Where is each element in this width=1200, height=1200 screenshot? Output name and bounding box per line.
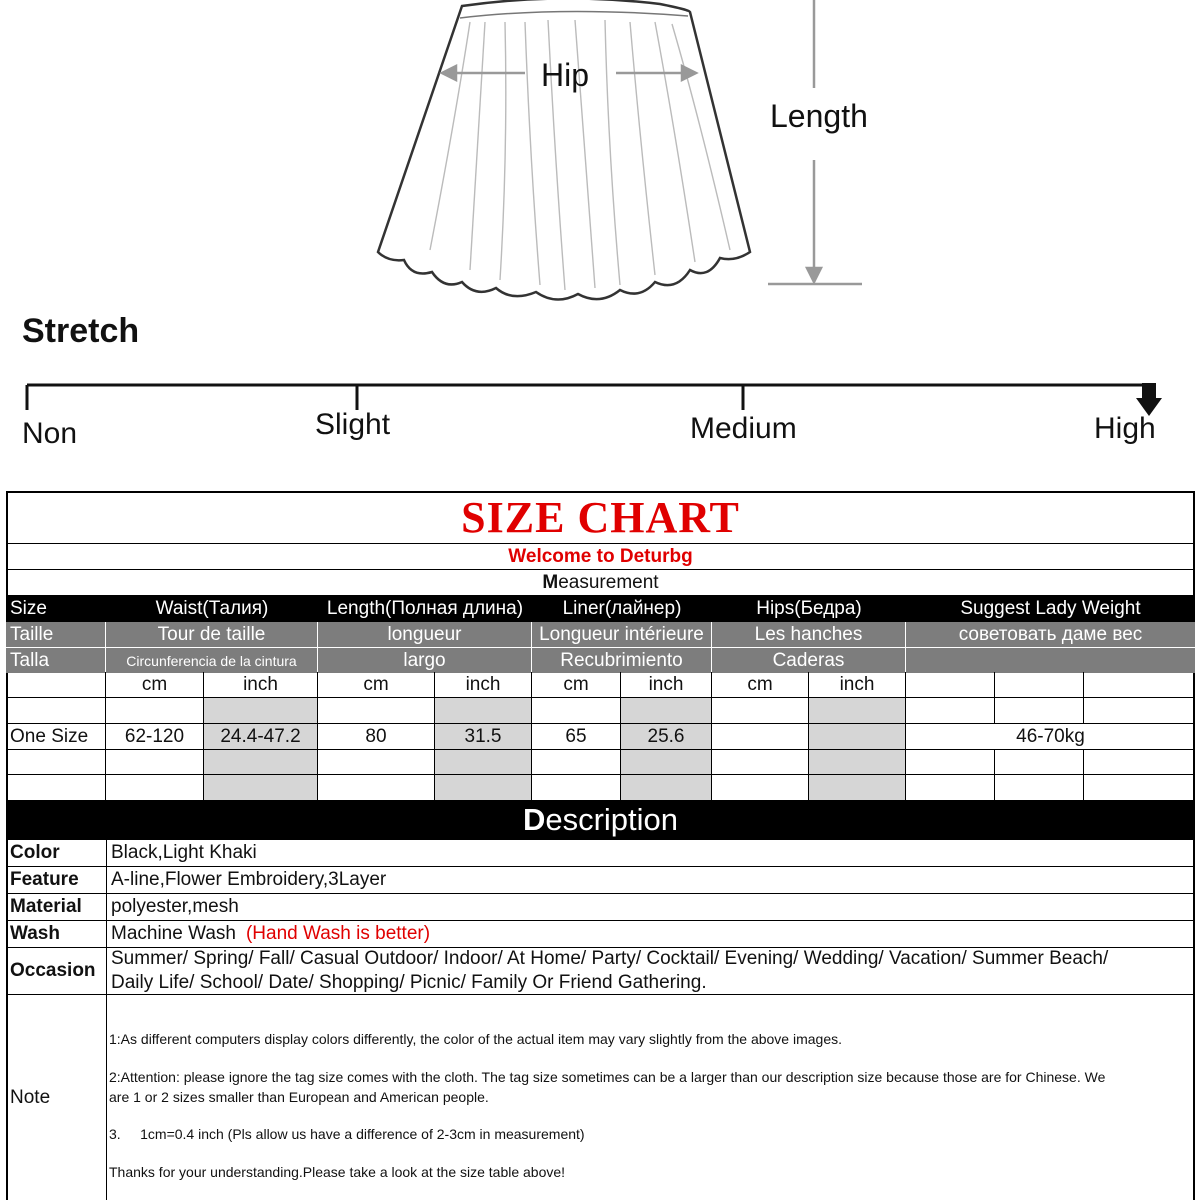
desc-row-color <box>6 840 1195 866</box>
desc-row-wash <box>6 921 1195 947</box>
hip-label: Hip <box>541 57 590 93</box>
header-largo: largo <box>318 648 532 673</box>
description-heading <box>6 800 1195 840</box>
note-4: Thanks for your understanding.Please take a look at the size table above! <box>109 1164 566 1180</box>
size-value: One Size <box>6 724 106 749</box>
header-length: Length(Полная длина) <box>326 597 524 619</box>
wash-note: (Hand Wash is better) <box>245 923 431 944</box>
stretch-level-slight: Slight <box>315 408 391 441</box>
header-les-hanches: Les hanches <box>712 622 906 647</box>
color-value: Black,Light Khaki <box>111 842 257 863</box>
measurement-rest: easurement <box>558 571 659 593</box>
waist-inch-value: 24.4-47.2 <box>204 724 318 749</box>
note-label: Note <box>6 995 107 1200</box>
size-chart <box>6 491 1195 1200</box>
skirt-diagram <box>0 0 1200 470</box>
waist-cm-value: 62-120 <box>106 724 204 749</box>
desc-row-note <box>6 995 1195 1200</box>
stretch-level-high: High <box>1094 412 1156 445</box>
units-row <box>6 672 1195 697</box>
hips-cm-value <box>712 724 809 749</box>
feature-label: Feature <box>6 867 107 893</box>
wash-value: Machine Wash <box>111 923 236 944</box>
table-row-one-size <box>6 724 1195 749</box>
header-taille: Taille <box>6 622 106 647</box>
note-1: 1:As different computers display colors differently, the color of the actual item may vary slightly from the above images. <box>109 1031 843 1047</box>
header-caderas: Caderas <box>712 648 906 673</box>
wash-label: Wash <box>6 921 107 947</box>
header-liner: Liner(лайнер) <box>562 597 682 619</box>
note-2a: 2:Attention: please ignore the tag size comes with the cloth. The tag size sometimes can be a larger than our description size because those are for Chinese. We <box>109 1069 1106 1085</box>
header-circunferencia: Circunferencia de la cintura <box>106 648 318 673</box>
measurement-initial: M <box>542 571 559 593</box>
header-row-en <box>6 595 1195 622</box>
note-3: 3. 1cm=0.4 inch (Pls allow us have a difference of 2-3cm in measurement) <box>109 1126 585 1142</box>
length-label: Length <box>770 98 868 134</box>
liner-inch-unit: inch <box>621 672 712 697</box>
liner-inch-value: 25.6 <box>621 724 712 749</box>
desc-row-material <box>6 894 1195 920</box>
length-inch-unit: inch <box>435 672 532 697</box>
header-talla: Talla <box>6 648 106 673</box>
header-tour-de-taille: Tour de taille <box>106 622 318 647</box>
waist-cm-unit: cm <box>106 672 204 697</box>
stretch-scale <box>27 383 1162 416</box>
material-label: Material <box>6 894 107 920</box>
stretch-title: Stretch <box>22 312 140 350</box>
hips-inch-value <box>809 724 906 749</box>
occasion-label: Occasion <box>6 948 107 994</box>
hips-inch-unit: inch <box>809 672 906 697</box>
header-hips: Hips(Бедра) <box>756 597 862 619</box>
size-chart-title: SIZE CHART <box>461 492 740 542</box>
header-row-fr <box>6 622 1195 647</box>
header-weight: Suggest Lady Weight <box>960 597 1141 619</box>
header-waist: Waist(Талия) <box>155 597 269 619</box>
occasion-line-1: Summer/ Spring/ Fall/ Casual Outdoor/ Indoor/ At Home/ Party/ Cocktail/ Evening/ Wedding/ Vacation/ Summer Beach/ <box>111 948 1109 969</box>
waist-inch-unit: inch <box>204 672 318 697</box>
length-cm-unit: cm <box>318 672 435 697</box>
size-chart-title-row <box>6 491 1195 543</box>
header-weight-es <box>906 648 1195 673</box>
length-cm-value: 80 <box>318 724 435 749</box>
header-weight-ru: советовать даме вес <box>958 623 1143 645</box>
stretch-level-non: Non <box>22 417 78 450</box>
description-initial: D <box>522 802 546 837</box>
length-inch-value: 31.5 <box>435 724 532 749</box>
color-label: Color <box>6 840 107 866</box>
welcome-text: Welcome to Deturbg <box>508 545 693 567</box>
header-row-es <box>6 647 1195 673</box>
stretch-level-medium: Medium <box>690 412 797 445</box>
header-longueur: longueur <box>318 622 532 647</box>
occasion-line-2: Daily Life/ School/ Date/ Shopping/ Picnic/ Family Or Friend Gathering. <box>111 972 707 993</box>
liner-cm-unit: cm <box>532 672 621 697</box>
header-longueur-interieure: Longueur intérieure <box>532 622 712 647</box>
note-2b: are 1 or 2 sizes smaller than European and American people. <box>109 1089 489 1105</box>
table-row <box>6 750 1195 774</box>
desc-row-feature <box>6 867 1195 893</box>
length-arrow <box>768 0 862 284</box>
table-row <box>6 698 1195 723</box>
header-size: Size <box>10 597 47 619</box>
hips-cm-unit: cm <box>712 672 809 697</box>
table-row <box>6 775 1195 800</box>
liner-cm-value: 65 <box>532 724 621 749</box>
description-rest: escription <box>545 802 679 837</box>
measurement-heading <box>6 570 1195 595</box>
header-recubrimiento: Recubrimiento <box>532 648 712 673</box>
feature-value: A-line,Flower Embroidery,3Layer <box>111 869 387 890</box>
material-value: polyester,mesh <box>111 896 239 917</box>
weight-value: 46-70kg <box>1016 725 1085 747</box>
desc-row-occasion <box>6 948 1195 994</box>
